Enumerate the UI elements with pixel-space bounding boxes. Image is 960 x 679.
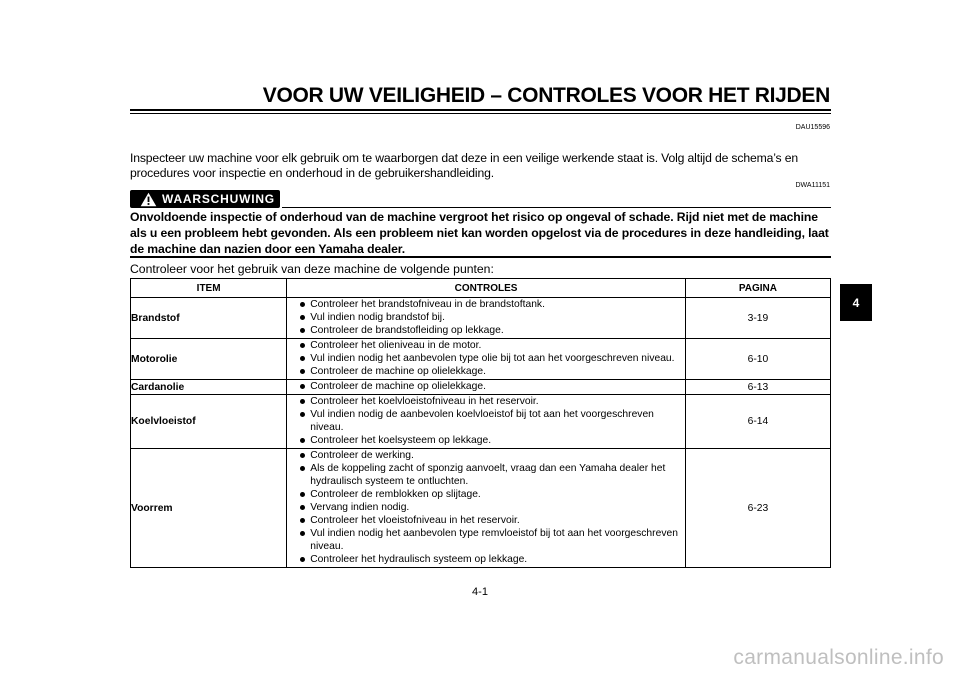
check-item: Controleer het koelvloeistofniveau in het reservoir. [299,395,681,408]
check-item: Controleer de brandstofleiding op lekkage. [299,324,681,337]
row-page: 6-10 [685,339,830,380]
table-row-koelvloeistof [131,395,831,449]
checks-table [130,278,831,568]
checklist [287,298,685,338]
table-header-row [131,279,831,298]
check-item: Controleer het olieniveau in de motor. [299,339,681,352]
row-item: Cardanolie [131,380,287,395]
row-checks [287,298,686,339]
header-controles: CONTROLES [287,279,686,298]
warning-code: DWA11151 [795,182,830,189]
check-item: Vervang indien nodig. [299,501,681,514]
check-item: Vul indien nodig het aanbevolen type olie bij tot aan het voorgeschreven niveau. [299,352,681,365]
check-item: Vul indien nodig de aanbevolen koelvloeistof bij tot aan het voorgeschreven niveau. [299,408,681,434]
row-page: 6-23 [685,449,830,568]
warning-label: WAARSCHUWING [162,192,275,206]
document-code: DAU15596 [795,124,830,131]
table-row-voorrem [131,449,831,568]
warning-text: Onvoldoende inspectie of onderhoud van de machine vergroot het risico op ongeval of schade. Rijd niet met de machine als u een probleem hebt gevonden. Als een probleem niet kan worden opgelost via de procedures in deze handleiding, laat de machine dan nazien door een Yamaha dealer. [130,210,829,256]
table-row-cardanolie [131,380,831,395]
watermark: carmanualsonline.info [733,646,944,669]
warning-triangle-icon [138,190,158,208]
title-rule-thin [130,113,831,114]
row-page: 6-14 [685,395,830,449]
row-item: Voorrem [131,449,287,568]
intro-paragraph: Inspecteer uw machine voor elk gebruik om te waarborgen dat deze in een veilige werkende staat is. Volg altijd de schema’s en procedures voor inspectie en onderhoud in de gebruikershandleiding. [130,151,798,180]
check-item: Controleer de machine op olielekkage. [299,365,681,378]
checklist [287,449,685,567]
check-item: Controleer de machine op olielekkage. [299,380,681,393]
row-checks [287,339,686,380]
check-item: Als de koppeling zacht of sponzig aanvoelt, vraag dan een Yamaha dealer het hydraulisch systeem te ontluchten. [299,462,681,488]
check-item: Controleer de werking. [299,449,681,462]
row-checks [287,380,686,395]
lead-text: Controleer voor het gebruik van deze machine de volgende punten: [130,262,494,276]
warning-rule [282,207,831,208]
check-item: Controleer het koelsysteem op lekkage. [299,434,681,447]
row-page: 3-19 [685,298,830,339]
row-item: Brandstof [131,298,287,339]
chapter-tab: 4 [840,284,872,321]
check-item: Controleer het hydraulisch systeem op lekkage. [299,553,681,566]
table-row-motorolie [131,339,831,380]
check-item: Controleer het vloeistofniveau in het reservoir. [299,514,681,527]
row-page: 6-13 [685,380,830,395]
table-row-brandstof [131,298,831,339]
checklist [287,339,685,379]
page-number: 4-1 [472,586,488,598]
check-item: Vul indien nodig brandstof bij. [299,311,681,324]
checklist [287,380,685,394]
check-item: Controleer de remblokken op slijtage. [299,488,681,501]
warning-badge [130,190,280,208]
row-item: Koelvloeistof [131,395,287,449]
header-pagina: PAGINA [685,279,830,298]
row-checks [287,449,686,568]
checklist [287,395,685,448]
title-rule-thick [130,109,831,111]
header-item: ITEM [131,279,287,298]
row-checks [287,395,686,449]
page-title: VOOR UW VEILIGHEID – CONTROLES VOOR HET RIJDEN [262,84,830,107]
check-item: Controleer het brandstofniveau in de brandstoftank. [299,298,681,311]
warning-end-rule [130,256,831,258]
check-item: Vul indien nodig het aanbevolen type remvloeistof bij tot aan het voorgeschreven niveau. [299,527,681,553]
row-item: Motorolie [131,339,287,380]
